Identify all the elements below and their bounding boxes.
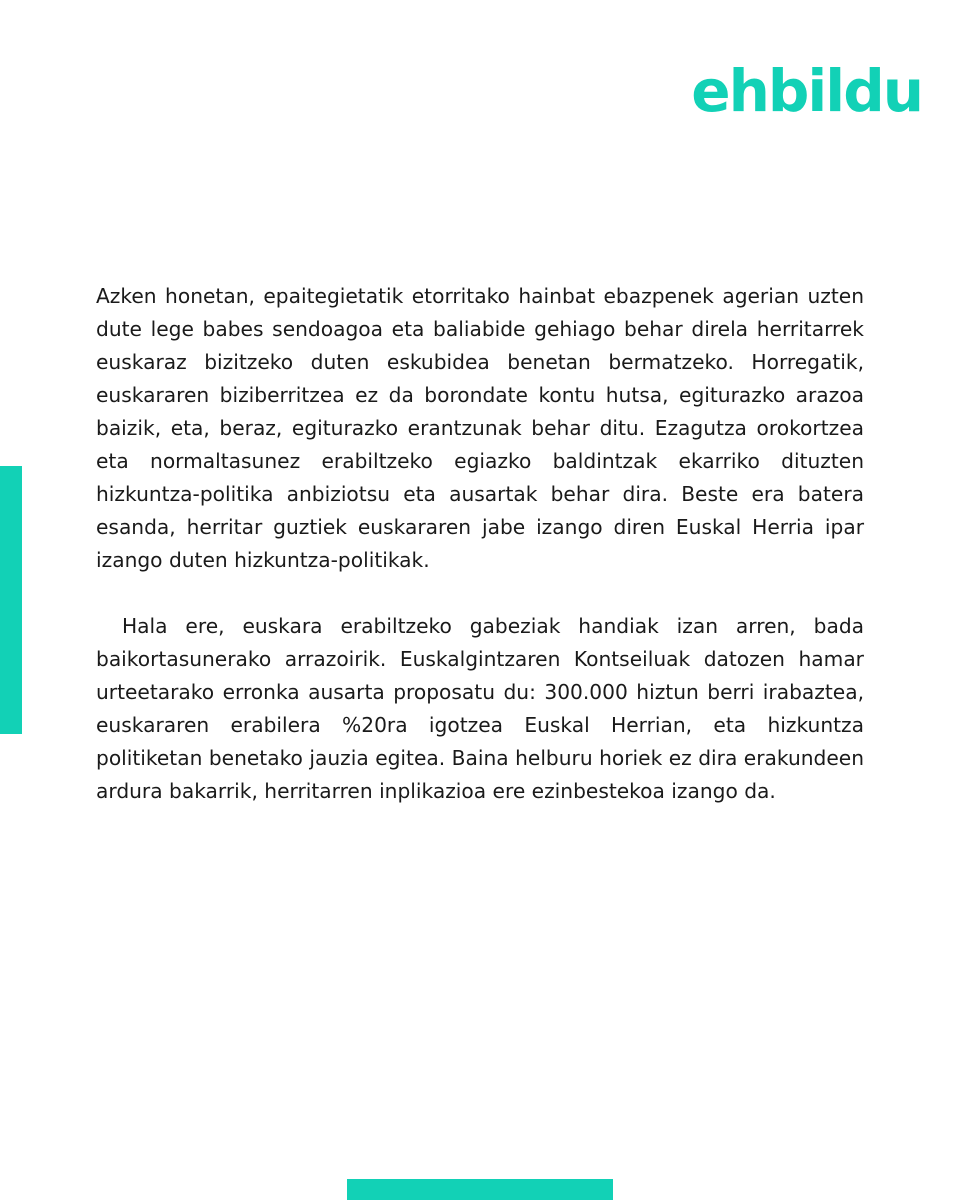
ehbildu-logo: ehbildu	[691, 57, 922, 125]
accent-bar-left	[0, 466, 22, 734]
paragraph-1: Azken honetan, epaitegietatik etorritako hainbat ebazpenek agerian uzten dute lege babes sendoagoa eta baliabide gehiago behar direla herritarrek euskaraz bizitzeko duten eskubidea benetan bermatzeko. Horregatik, euskararen biziberritzea ez da borondate kontu hutsa, egiturazko arazoa baizik, eta, beraz, egiturazko erantzunak behar ditu. Ezagutza orokortzea eta normaltasunez erabiltzeko egiazko baldintzak ekarriko dituzten hizkuntza-politika anbiziotsu eta ausartak behar dira. Beste era batera esanda, herritar guztiek euskararen jabe izango diren Euskal Herria ipar izango duten hizkuntza-politikak.	[96, 284, 864, 572]
paragraph-2: Hala ere, euskara erabiltzeko gabeziak handiak izan arren, bada baikortasunerako arrazoirik. Euskalgintzaren Kontseiluak datozen hamar urteetarako erronka ausarta proposatu du: 300.000 hiztun berri irabaztea, euskararen erabilera %20ra igotzea Euskal Herrian, eta hizkuntza politiketan benetako jauzia egitea. Baina helburu horiek ez dira erakundeen ardura bakarrik, herritarren inplikazioa ere ezinbestekoa izango da.	[96, 614, 864, 803]
article-body	[96, 280, 864, 808]
accent-bar-bottom	[347, 1179, 613, 1200]
